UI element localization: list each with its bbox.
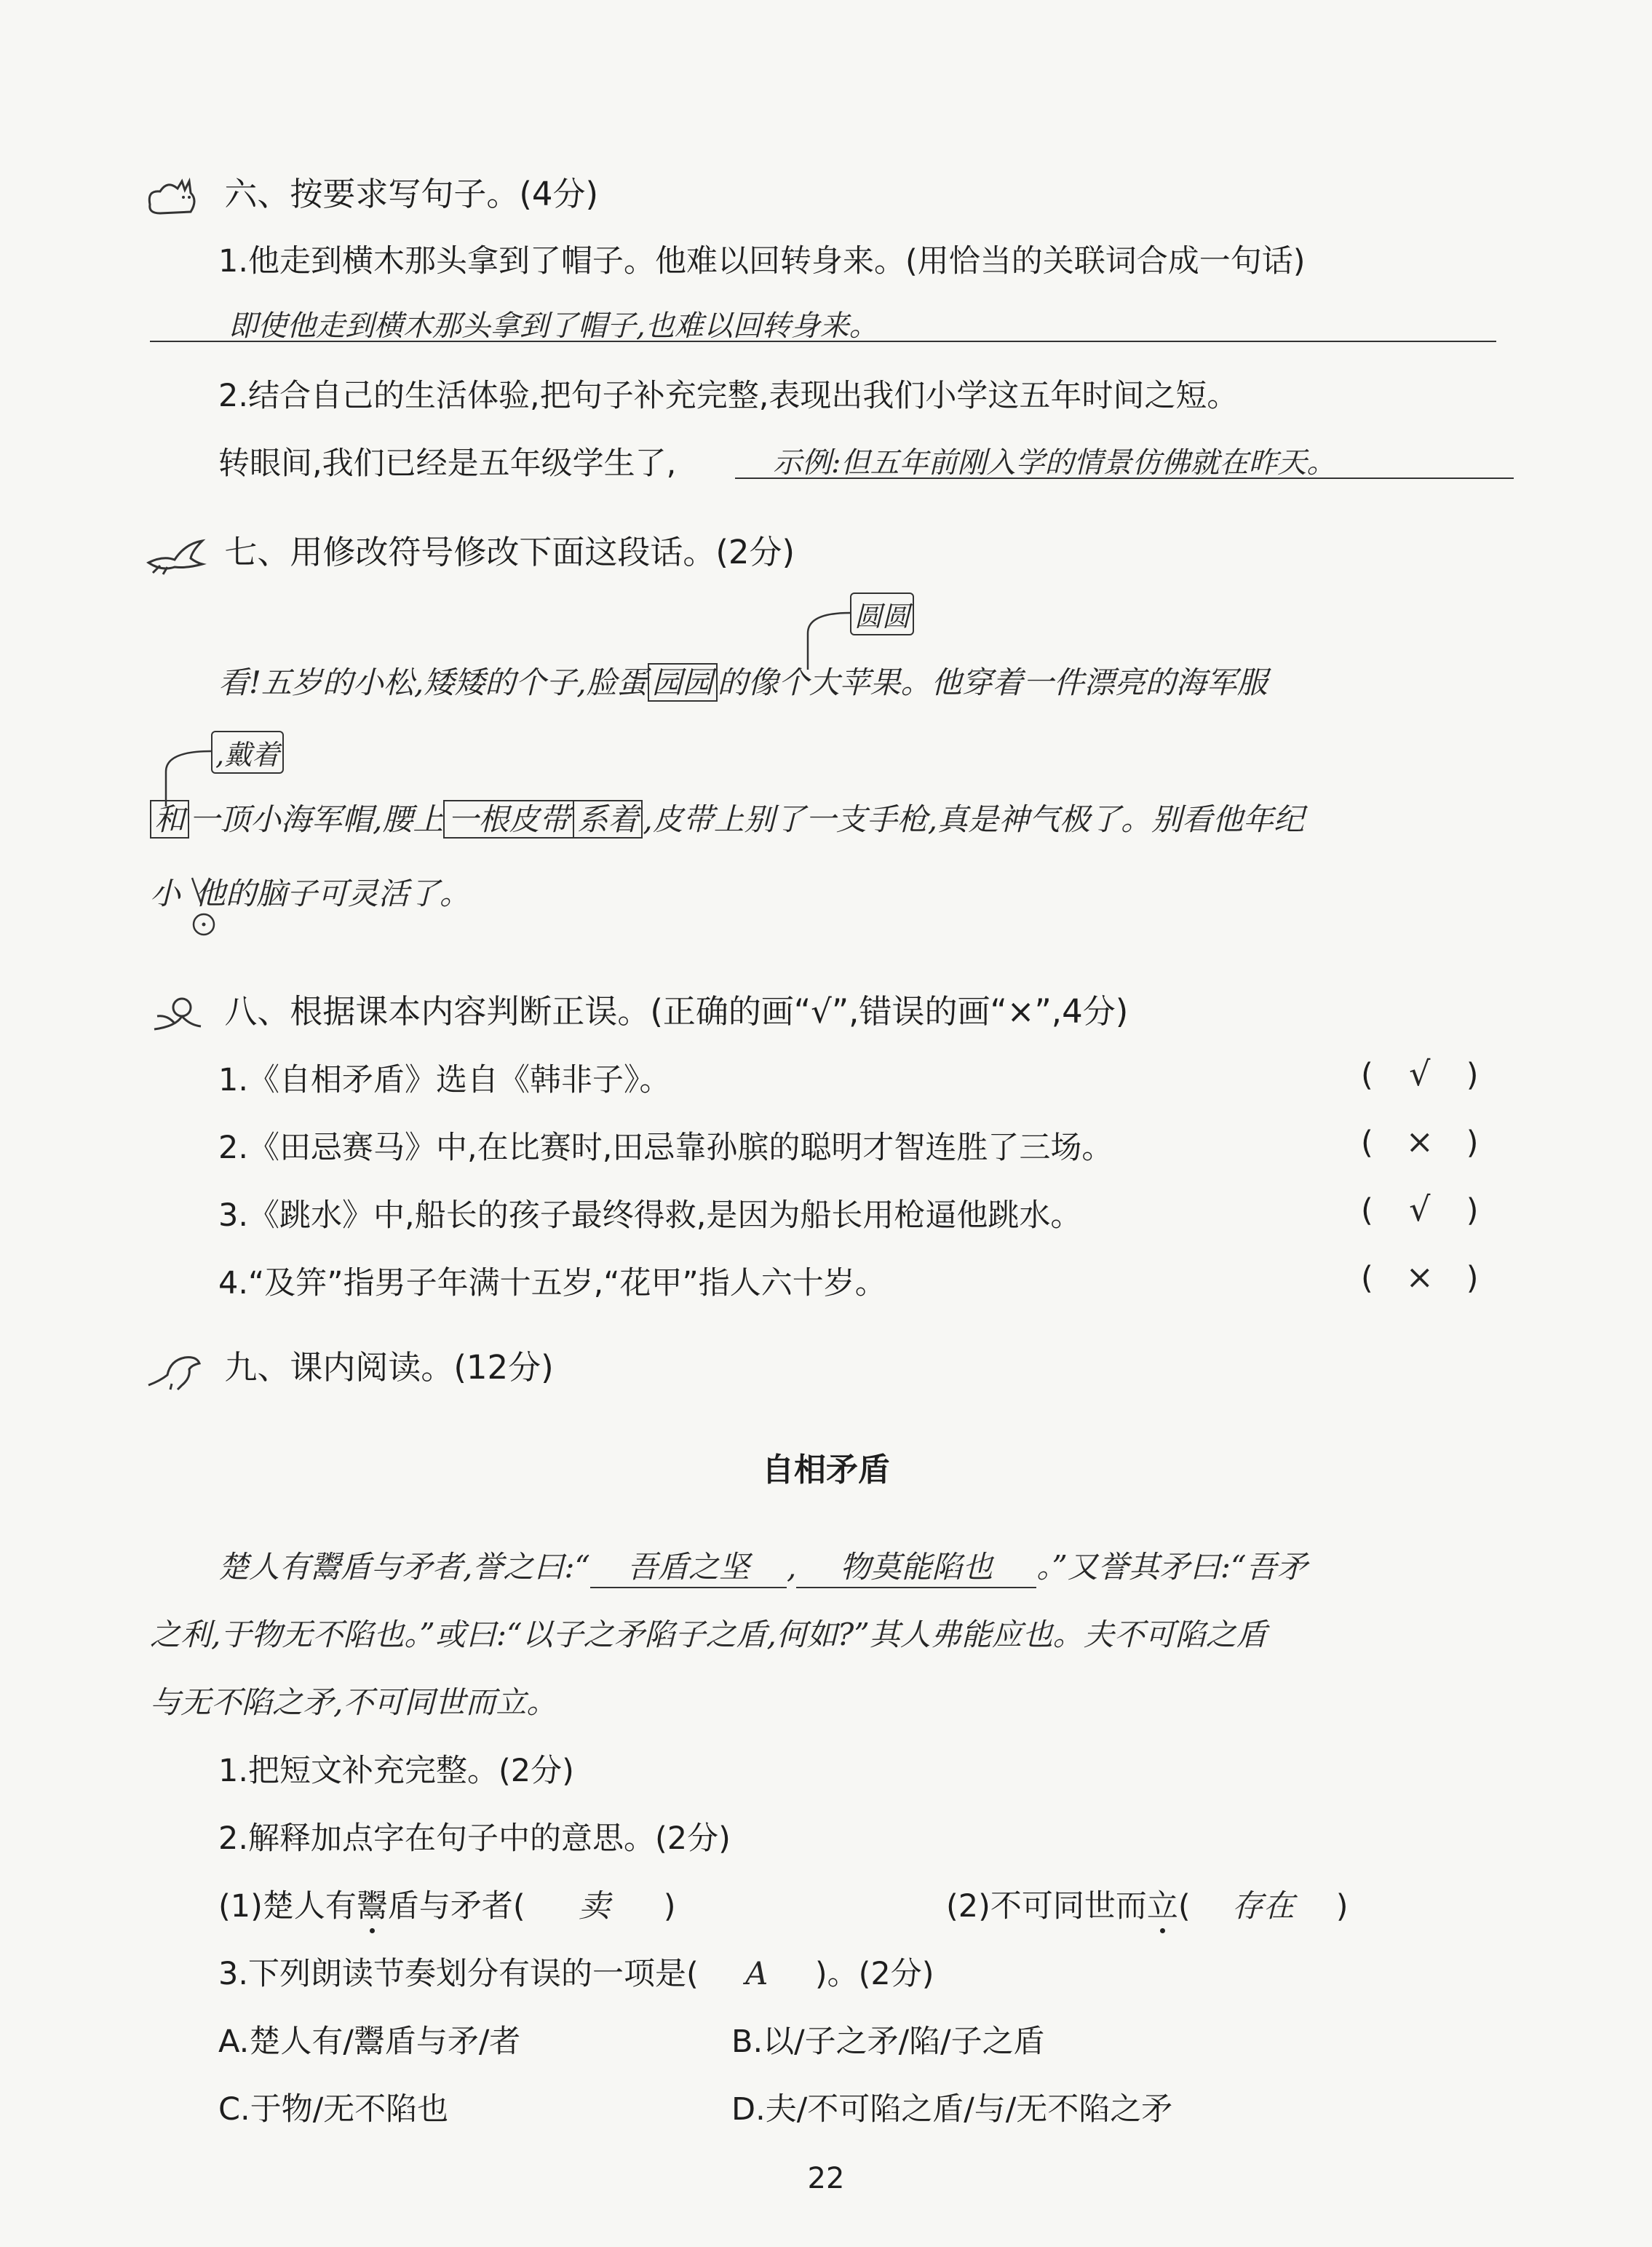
judge-mark-3: √ xyxy=(1409,1189,1431,1229)
flower-icon xyxy=(146,993,207,1035)
option-b: B.以/子之矛/陷/子之盾 xyxy=(731,2024,1045,2060)
section7-heading: 七、用修改符号修改下面这段话。(2分) xyxy=(146,526,795,576)
judge-box-1: ( √ ) xyxy=(1361,1054,1479,1093)
section9-question-1: 1.把短文补充完整。(2分) xyxy=(218,1753,574,1789)
section6-answer-1: 即使他走到横木那头拿到了帽子,也难以回转身来。 xyxy=(229,309,878,343)
passage-blank-2: 物莫能陷也 xyxy=(796,1543,1036,1588)
section6-heading: 六、按要求写句子。(4分) xyxy=(146,167,598,218)
insert-text-2: ,戴着 xyxy=(211,731,284,774)
section6-question-1: 1.他走到横木那头拿到了帽子。他难以回转身来。(用恰当的关联词合成一句话) xyxy=(218,243,1306,280)
boxed-word-3: 系着 xyxy=(573,800,643,839)
judge-box-3: ( √ ) xyxy=(1361,1189,1479,1229)
dinosaur-icon xyxy=(146,1349,207,1391)
section6-sentence-prefix: 转眼间,我们已经是五年级学生了, xyxy=(218,445,677,482)
section7-line-1: 看!五岁的小松,矮矮的个子,脸蛋 园园 的像个大苹果。他穿着一件漂亮的海军服 xyxy=(218,665,1268,700)
section7-line-3: 小 他的脑子可灵活了。 xyxy=(150,876,471,911)
section6-answer-line-2 xyxy=(735,437,1514,479)
judge-box-2: ( × ) xyxy=(1361,1122,1479,1161)
page-number: 22 xyxy=(807,2162,845,2195)
option-a: A.楚人有/鬻盾与矛/者 xyxy=(218,2024,521,2060)
section8-item-3: 3.《跳水》中,船长的孩子最终得救,是因为船长用枪逼他跳水。 xyxy=(218,1197,1082,1234)
judge-box-4: ( × ) xyxy=(1361,1257,1479,1296)
judge-mark-1: √ xyxy=(1409,1054,1431,1093)
boxed-word-2: 和 xyxy=(150,800,189,839)
section8-item-4: 4.“及笄”指男子年满十五岁,“花甲”指人六十岁。 xyxy=(218,1265,886,1301)
section6-answer-line-1 xyxy=(150,300,1496,342)
section9-answer-2a: 卖 xyxy=(579,1888,611,1925)
option-d: D.夫/不可陷之盾/与/无不陷之矛 xyxy=(731,2091,1173,2128)
option-c: C.于物/无不陷也 xyxy=(218,2091,449,2128)
section8-item-2: 2.《田忌赛马》中,在比赛时,田忌靠孙膑的聪明才智连胜了三场。 xyxy=(218,1130,1113,1166)
judge-mark-4: × xyxy=(1405,1257,1434,1296)
dotted-char-1: 鬻 xyxy=(356,1888,388,1925)
passage-line-3: 与无不陷之矛,不可同世而立。 xyxy=(150,1684,557,1720)
section9-question-2b: (2)不可同世而立( 存在 ) xyxy=(946,1882,1348,1926)
section9-question-2a: (1)楚人有鬻盾与矛者( 卖 ) xyxy=(218,1882,675,1926)
boxed-word-1: 园园 xyxy=(648,663,718,702)
section9-answer-3: A xyxy=(745,1956,769,1992)
cat-icon xyxy=(146,175,207,218)
passage-blank-1: 吾盾之坚 xyxy=(590,1543,787,1588)
passage-line-2: 之利,于物无不陷也。”或曰:“以子之矛陷子之盾,何如?”其人弗能应也。夫不可陷之盾 xyxy=(150,1617,1267,1652)
comma-insert-mark xyxy=(188,873,224,939)
section9-answer-2b: 存在 xyxy=(1231,1888,1295,1925)
section9-question-2: 2.解释加点字在句子中的意思。(2分) xyxy=(218,1820,731,1857)
bird-icon xyxy=(146,534,207,576)
section9-question-3: 3.下列朗读节奏划分有误的一项是( A )。(2分) xyxy=(218,1956,934,1992)
insert-text-1: 圆圆 xyxy=(850,593,914,635)
section8-item-1: 1.《自相矛盾》选自《韩非子》。 xyxy=(218,1062,671,1098)
section8-heading: 八、根据课本内容判断正误。(正确的画“√”,错误的画“×”,4分) xyxy=(146,985,1128,1035)
dotted-char-2: 立 xyxy=(1146,1888,1178,1925)
section6-answer-2: 示例:但五年前刚入学的情景仿佛就在昨天。 xyxy=(773,446,1336,480)
section9-heading: 九、课内阅读。(12分) xyxy=(146,1341,554,1391)
section6-question-2: 2.结合自己的生活体验,把句子补充完整,表现出我们小学这五年时间之短。 xyxy=(218,378,1239,414)
passage-title: 自相矛盾 xyxy=(762,1451,890,1489)
judge-mark-2: × xyxy=(1405,1122,1434,1161)
underlined-phrase: 一根皮带 xyxy=(443,800,573,839)
section7-line-2: 和 一顶小海军帽,腰上 一根皮带 系着 ,皮带上别了一支手枪,真是神气极了。别看他年纪 xyxy=(150,796,1304,839)
passage-line-1: 楚人有鬻盾与矛者,誉之曰:“ 吾盾之坚 , 物莫能陷也 。”又誉其矛曰:“吾矛 xyxy=(218,1543,1307,1588)
